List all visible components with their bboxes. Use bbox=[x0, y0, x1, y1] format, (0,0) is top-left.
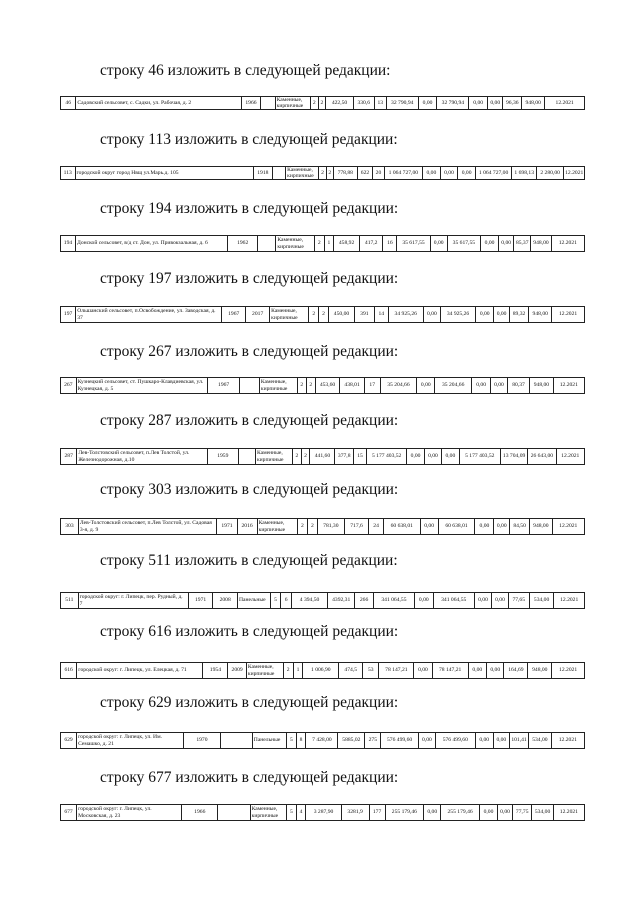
cell-cost-federal: 0,00 bbox=[417, 378, 435, 394]
cell-living-area: 622 bbox=[357, 167, 373, 180]
cell-max-cost-per-sqm: 948,00 bbox=[522, 97, 545, 110]
cell-total-area: 7 428,00 bbox=[306, 733, 338, 749]
cell-row-number: 267 bbox=[61, 378, 77, 394]
cell-total-area: 453,60 bbox=[315, 378, 340, 394]
cell-max-cost-per-sqm: 534,00 bbox=[532, 805, 553, 821]
cell-floors: 2 bbox=[310, 97, 318, 110]
cell-cost-federal: 0,00 bbox=[423, 307, 440, 323]
cell-cost-per-sqm: 96,36 bbox=[503, 97, 522, 110]
cell-cost-local: 0,00 bbox=[475, 733, 493, 749]
cell-completion-date: 12.2021 bbox=[553, 378, 584, 394]
table-row bbox=[61, 449, 585, 465]
cell-row-number: 46 bbox=[61, 97, 76, 110]
cell-cost-owners: 0,00 bbox=[493, 733, 509, 749]
cell-year-built: 1954 bbox=[203, 663, 228, 679]
cell-total-cost: 32 790,94 bbox=[386, 97, 418, 110]
cell-address: Донской сельсовет, в/д ст. Дон, ул. Привокзальная, д. 6 bbox=[76, 236, 228, 252]
cell-year-renovated: 2008 bbox=[213, 593, 238, 609]
cell-address: Ольшанский сельсовет, п.Освобождение, ул. Заводская, д. 37 bbox=[76, 307, 222, 323]
cell-total-area: 781,30 bbox=[317, 519, 344, 535]
cell-cost-owners: 0,00 bbox=[494, 519, 510, 535]
section-heading: строку 616 изложить в следующей редакции: bbox=[100, 623, 399, 640]
cell-entrances: 2 bbox=[306, 378, 315, 394]
cell-floors: 2 bbox=[283, 663, 293, 679]
cell-total-area: 1 006,90 bbox=[303, 663, 339, 679]
cell-total-cost: 35 617,55 bbox=[397, 236, 430, 252]
cell-floors: 2 bbox=[309, 307, 319, 323]
table-row bbox=[61, 805, 585, 821]
table-row bbox=[61, 733, 585, 749]
cell-year-renovated: 2017 bbox=[246, 307, 270, 323]
cell-entrances: 2 bbox=[307, 519, 317, 535]
cell-year-renovated: 2016 bbox=[237, 519, 257, 535]
cell-max-cost-per-sqm: 2 280,00 bbox=[537, 167, 564, 180]
cell-row-number: 113 bbox=[61, 167, 76, 180]
table-row bbox=[61, 593, 585, 609]
cell-cost-per-sqm: 80,37 bbox=[507, 378, 529, 394]
cell-cost-federal: 0,00 bbox=[430, 236, 447, 252]
cell-year-built: 1959 bbox=[208, 449, 239, 465]
cell-cost-federal: 0,00 bbox=[407, 449, 424, 465]
cell-residents: 177 bbox=[369, 805, 385, 821]
cell-year-built: 1966 bbox=[182, 805, 218, 821]
cell-cost-federal: 0,00 bbox=[420, 519, 438, 535]
cell-cost-per-sqm: 84,50 bbox=[510, 519, 530, 535]
record-table bbox=[60, 804, 585, 821]
record-table bbox=[60, 592, 585, 609]
cell-living-area: 5885,02 bbox=[338, 733, 365, 749]
table-row bbox=[61, 519, 585, 535]
cell-wall-material: Каменные, кирпичные bbox=[286, 167, 319, 180]
cell-cost-regional: 35 204,66 bbox=[435, 378, 472, 394]
section-heading: строку 677 изложить в следующей редакции: bbox=[100, 769, 399, 786]
cell-cost-regional: 78 147,21 bbox=[432, 663, 468, 679]
cell-completion-date: 12.2021 bbox=[553, 805, 584, 821]
cell-year-built: 1971 bbox=[217, 519, 237, 535]
cell-cost-local: 0,00 bbox=[442, 449, 459, 465]
cell-cost-per-sqm: 77,65 bbox=[508, 593, 529, 609]
cell-wall-material: Каменные, кирпичные bbox=[259, 378, 297, 394]
cell-total-area: 458,92 bbox=[334, 236, 360, 252]
section-heading: строку 629 изложить в следующей редакции: bbox=[100, 694, 399, 711]
cell-floors: 5 bbox=[287, 805, 297, 821]
cell-wall-material: Каменные, кирпичные bbox=[276, 236, 315, 252]
cell-cost-federal: 0,00 bbox=[424, 805, 441, 821]
cell-cost-local: 0,00 bbox=[479, 805, 497, 821]
cell-cost-regional: 32 790,94 bbox=[437, 97, 469, 110]
cell-total-cost: 1 064 727,00 bbox=[384, 167, 422, 180]
cell-residents: 266 bbox=[355, 593, 374, 609]
section-heading: строку 197 изложить в следующей редакции: bbox=[100, 270, 399, 287]
cell-cost-federal: 0,00 bbox=[418, 97, 437, 110]
cell-floors: 2 bbox=[314, 236, 324, 252]
cell-cost-per-sqm: 85,37 bbox=[514, 236, 531, 252]
cell-cost-regional: 60 638,01 bbox=[438, 519, 475, 535]
cell-entrances: 2 bbox=[301, 449, 310, 465]
cell-cost-federal: 0,00 bbox=[423, 167, 441, 180]
cell-floors: 2 bbox=[297, 519, 307, 535]
cell-living-area: 330,6 bbox=[353, 97, 374, 110]
cell-cost-local: 0,00 bbox=[472, 378, 491, 394]
cell-max-cost-per-sqm: 534,00 bbox=[529, 593, 554, 609]
section-heading: строку 194 изложить в следующей редакции: bbox=[100, 200, 399, 217]
cell-living-area: 474,5 bbox=[339, 663, 363, 679]
cell-completion-date: 12.2021 bbox=[554, 593, 585, 609]
cell-residents: 53 bbox=[363, 663, 379, 679]
cell-cost-local: 0,00 bbox=[468, 663, 486, 679]
cell-cost-regional: 255 179,46 bbox=[441, 805, 480, 821]
cell-total-cost: 341 064,55 bbox=[373, 593, 414, 609]
cell-completion-date: 12.2021 bbox=[545, 97, 585, 110]
cell-total-cost: 60 638,01 bbox=[383, 519, 420, 535]
cell-cost-regional: 35 617,55 bbox=[447, 236, 480, 252]
cell-cost-local: 0,00 bbox=[469, 97, 488, 110]
cell-cost-regional: 34 925,26 bbox=[441, 307, 476, 323]
cell-total-area: 4 394,50 bbox=[291, 593, 327, 609]
cell-cost-owners: 0,00 bbox=[492, 593, 508, 609]
record-table bbox=[60, 166, 585, 180]
cell-year-renovated bbox=[261, 97, 275, 110]
section-heading: строку 113 изложить в следующей редакции: bbox=[100, 131, 398, 148]
cell-address: Садовский сельсовет, с. Садки, ул. Рабочая, д. 2 bbox=[76, 97, 241, 110]
cell-cost-owners: 0,00 bbox=[488, 97, 503, 110]
cell-total-area: 441,60 bbox=[310, 449, 335, 465]
cell-entrances: 2 bbox=[318, 97, 326, 110]
section-heading: строку 303 изложить в следующей редакции: bbox=[100, 481, 399, 498]
cell-cost-regional: 341 064,55 bbox=[433, 593, 474, 609]
record-table bbox=[60, 448, 585, 465]
cell-row-number: 511 bbox=[61, 593, 79, 609]
cell-year-built: 1918 bbox=[253, 167, 272, 180]
cell-cost-owners: 0,00 bbox=[499, 236, 514, 252]
cell-year-built: 1967 bbox=[222, 307, 246, 323]
cell-cost-regional: 0,00 bbox=[440, 167, 458, 180]
cell-residents: 17 bbox=[364, 378, 380, 394]
cell-cost-per-sqm: 101,41 bbox=[509, 733, 528, 749]
record-table bbox=[60, 306, 585, 323]
cell-living-area: 417,2 bbox=[359, 236, 383, 252]
cell-completion-date: 12.2021 bbox=[551, 733, 584, 749]
cell-total-cost: 78 147,21 bbox=[379, 663, 414, 679]
cell-cost-owners: 0,00 bbox=[494, 307, 509, 323]
cell-year-built: 1962 bbox=[228, 236, 258, 252]
cell-completion-date: 12.2021 bbox=[564, 167, 585, 180]
cell-entrances: 8 bbox=[296, 733, 306, 749]
cell-wall-material: Каменные, кирпичные bbox=[275, 97, 310, 110]
cell-total-area: 450,00 bbox=[328, 307, 354, 323]
cell-address: городской округ: г. Липецк, ул. Елецкая, д. 71 bbox=[77, 663, 203, 679]
cell-total-cost: 255 179,46 bbox=[385, 805, 424, 821]
cell-residents: 16 bbox=[383, 236, 397, 252]
record-table bbox=[60, 518, 585, 535]
cell-cost-local: 0,00 bbox=[474, 593, 492, 609]
cell-total-cost: 34 925,26 bbox=[388, 307, 423, 323]
cell-cost-local: 0,00 bbox=[480, 236, 498, 252]
cell-residents: 13 bbox=[374, 97, 386, 110]
cell-row-number: 303 bbox=[61, 519, 79, 535]
cell-total-area: 422,50 bbox=[326, 97, 354, 110]
cell-cost-per-sqm: 13 704,09 bbox=[500, 449, 527, 465]
cell-total-area: 3 287,90 bbox=[306, 805, 341, 821]
cell-cost-owners: 0,00 bbox=[487, 663, 504, 679]
cell-total-area: 778,88 bbox=[333, 167, 357, 180]
cell-completion-date: 12.2021 bbox=[556, 449, 584, 465]
cell-wall-material: Каменные, кирпичные bbox=[257, 519, 297, 535]
section-heading: строку 287 изложить в следующей редакции: bbox=[100, 412, 399, 429]
cell-living-area: 438,01 bbox=[340, 378, 365, 394]
table-row bbox=[61, 663, 585, 679]
cell-max-cost-per-sqm: 948,00 bbox=[530, 378, 553, 394]
cell-year-built: 1966 bbox=[241, 97, 261, 110]
record-table bbox=[60, 96, 585, 110]
cell-completion-date: 12.2021 bbox=[552, 663, 585, 679]
cell-floors: 5 bbox=[270, 593, 281, 609]
cell-cost-federal: 0,00 bbox=[414, 593, 433, 609]
cell-address: городской округ: г. Липецк, ул. Им. Семашко, д. 21 bbox=[77, 733, 184, 749]
cell-year-renovated bbox=[239, 378, 259, 394]
cell-cost-per-sqm: 164,69 bbox=[504, 663, 528, 679]
cell-total-cost: 576 499,60 bbox=[381, 733, 419, 749]
cell-max-cost-per-sqm: 948,00 bbox=[531, 236, 551, 252]
cell-residents: 20 bbox=[373, 167, 384, 180]
record-table bbox=[60, 377, 585, 394]
cell-year-renovated bbox=[218, 805, 250, 821]
cell-cost-owners: 5 177 403,52 bbox=[459, 449, 500, 465]
cell-floors: 2 bbox=[293, 449, 302, 465]
record-table bbox=[60, 662, 585, 679]
cell-max-cost-per-sqm: 26 643,00 bbox=[528, 449, 556, 465]
table-row bbox=[61, 97, 585, 110]
cell-entrances: 2 bbox=[326, 167, 333, 180]
cell-completion-date: 12.2021 bbox=[551, 236, 584, 252]
cell-entrances: 1 bbox=[324, 236, 334, 252]
cell-year-renovated bbox=[238, 449, 255, 465]
cell-row-number: 629 bbox=[61, 733, 77, 749]
cell-floors: 5 bbox=[287, 733, 297, 749]
table-row bbox=[61, 167, 585, 180]
cell-living-area: 3281,9 bbox=[341, 805, 369, 821]
cell-floors: 2 bbox=[297, 378, 306, 394]
cell-wall-material: Каменные, кирпичные bbox=[246, 663, 283, 679]
cell-address: Лев-Толстовский сельсовет, п.Лев Толстой, ул. Железнодорожная, д.10 bbox=[77, 449, 208, 465]
cell-cost-per-sqm: 77,75 bbox=[513, 805, 532, 821]
table-row bbox=[61, 236, 585, 252]
cell-living-area: 717,6 bbox=[344, 519, 369, 535]
cell-total-cost: 35 204,66 bbox=[380, 378, 417, 394]
cell-cost-local: 0,00 bbox=[458, 167, 476, 180]
cell-address: городской округ город Нвщ ул.Марь.д. 105 bbox=[75, 167, 253, 180]
cell-row-number: 287 bbox=[61, 449, 77, 465]
cell-year-built: 1970 bbox=[184, 733, 220, 749]
cell-cost-owners: 0,00 bbox=[498, 805, 513, 821]
section-heading: строку 511 изложить в следующей редакции: bbox=[100, 552, 398, 569]
cell-cost-federal: 0,00 bbox=[418, 733, 435, 749]
cell-residents: 14 bbox=[374, 307, 388, 323]
cell-wall-material: Панельные bbox=[252, 733, 286, 749]
cell-row-number: 197 bbox=[61, 307, 76, 323]
cell-row-number: 194 bbox=[61, 236, 76, 252]
cell-cost-regional: 0,00 bbox=[424, 449, 441, 465]
cell-cost-owners: 1 064 727,00 bbox=[475, 167, 511, 180]
cell-year-built: 1971 bbox=[188, 593, 213, 609]
cell-entrances: 2 bbox=[319, 307, 329, 323]
cell-max-cost-per-sqm: 948,00 bbox=[528, 663, 552, 679]
cell-completion-date: 12.2021 bbox=[552, 307, 585, 323]
cell-wall-material: Панельные bbox=[237, 593, 270, 609]
cell-row-number: 677 bbox=[61, 805, 77, 821]
cell-residents: 275 bbox=[365, 733, 381, 749]
cell-max-cost-per-sqm: 948,00 bbox=[530, 519, 552, 535]
table-row bbox=[61, 307, 585, 323]
section-heading: строку 267 изложить в следующей редакции: bbox=[100, 343, 399, 360]
cell-cost-federal: 0,00 bbox=[414, 663, 432, 679]
cell-max-cost-per-sqm: 948,00 bbox=[529, 307, 552, 323]
table-row bbox=[61, 378, 585, 394]
section-heading: строку 46 изложить в следующей редакции: bbox=[100, 62, 391, 79]
cell-cost-per-sqm: 89,32 bbox=[509, 307, 529, 323]
cell-total-cost: 5 177 403,52 bbox=[367, 449, 407, 465]
cell-wall-material: Каменные, кирпичные bbox=[270, 307, 309, 323]
cell-wall-material: Каменные, кирпичные bbox=[250, 805, 286, 821]
cell-address: Кузнецкий сельсовет, ст. Пушкаро-Клавдиевская, ул. Кузнецкая, д. 5 bbox=[76, 378, 208, 394]
cell-floors: 2 bbox=[319, 167, 326, 180]
cell-living-area: 377,8 bbox=[335, 449, 354, 465]
cell-cost-per-sqm: 1 698,13 bbox=[512, 167, 537, 180]
cell-address: Лев-Толстовский сельсовет, п.Лев Толстой, ул. Садовая 3-я, д. 9 bbox=[78, 519, 217, 535]
record-table bbox=[60, 732, 585, 749]
cell-address: городской округ: г. Липецк, пер. Рудный, д. 7 bbox=[78, 593, 188, 609]
cell-year-renovated bbox=[220, 733, 252, 749]
cell-residents: 24 bbox=[369, 519, 384, 535]
cell-wall-material: Каменные, кирпичные bbox=[255, 449, 292, 465]
cell-cost-regional: 576 499,60 bbox=[435, 733, 475, 749]
cell-cost-owners: 0,00 bbox=[491, 378, 508, 394]
record-table bbox=[60, 235, 585, 252]
cell-max-cost-per-sqm: 534,00 bbox=[529, 733, 552, 749]
cell-year-renovated bbox=[272, 167, 285, 180]
cell-entrances: 6 bbox=[281, 593, 292, 609]
cell-entrances: 1 bbox=[293, 663, 303, 679]
cell-residents: 15 bbox=[353, 449, 366, 465]
cell-year-renovated bbox=[258, 236, 276, 252]
cell-cost-local: 0,00 bbox=[475, 307, 494, 323]
cell-row-number: 616 bbox=[61, 663, 77, 679]
cell-year-built: 1967 bbox=[208, 378, 239, 394]
cell-living-area: 391 bbox=[355, 307, 375, 323]
cell-year-renovated: 2009 bbox=[228, 663, 246, 679]
cell-completion-date: 12.2021 bbox=[552, 519, 584, 535]
cell-entrances: 4 bbox=[296, 805, 306, 821]
cell-address: городской округ: г. Липецк, ул. Московская, д. 23 bbox=[77, 805, 182, 821]
cell-cost-local: 0,00 bbox=[475, 519, 494, 535]
cell-living-area: 4392,31 bbox=[328, 593, 355, 609]
